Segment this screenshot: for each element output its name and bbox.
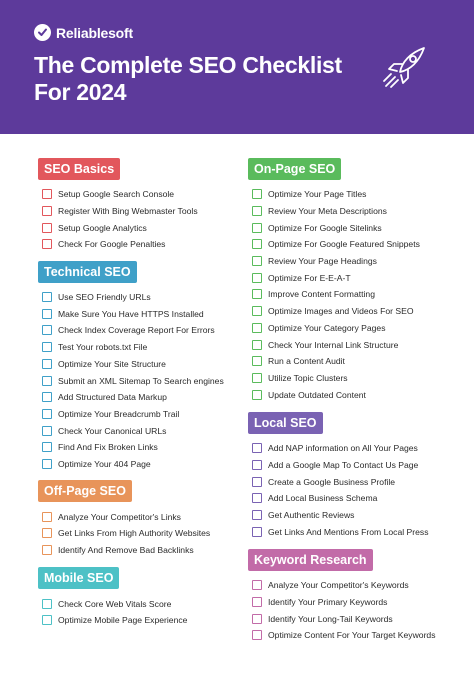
checklist-on-page-seo (248, 186, 468, 403)
checklist-item-label: Get Authentic Reviews (268, 510, 355, 521)
section-off-page-seo (38, 480, 238, 558)
checklist-item-label: Setup Google Analytics (58, 222, 147, 233)
checklist-item-label: Register With Bing Webmaster Tools (58, 206, 198, 217)
checkbox[interactable] (42, 545, 52, 555)
section-mobile-seo (38, 567, 238, 628)
checklist-item-label: Utilize Topic Clusters (268, 372, 348, 383)
checklist-item[interactable] (38, 542, 238, 559)
section-keyword-research (248, 549, 468, 644)
checkbox[interactable] (252, 273, 262, 283)
checklist-item[interactable] (248, 523, 468, 540)
checklist-item[interactable] (38, 456, 238, 473)
checklist-item[interactable] (248, 577, 468, 594)
checklist-item[interactable] (38, 339, 238, 356)
checklist-item[interactable] (38, 612, 238, 629)
checkbox[interactable] (42, 528, 52, 538)
checklist-item-label: Optimize Mobile Page Experience (58, 615, 188, 626)
brand (34, 24, 133, 41)
checklist-item-label: Test Your robots.txt File (58, 342, 148, 353)
checklist-item[interactable] (248, 440, 468, 457)
checklist-item-label: Create a Google Business Profile (268, 476, 396, 487)
checklist-item-label: Check Your Internal Link Structure (268, 339, 399, 350)
section-technical-seo (38, 261, 238, 473)
checklist-item[interactable] (248, 253, 468, 270)
brand-name: Reliablesoft (56, 24, 133, 41)
checklist-item[interactable] (248, 594, 468, 611)
section-title-local-seo: Local SEO (248, 412, 323, 434)
section-title-on-page-seo: On-Page SEO (248, 158, 341, 180)
rocket-icon (380, 44, 428, 92)
checklist-item-label: Add NAP information on All Your Pages (268, 443, 418, 454)
checkbox[interactable] (252, 614, 262, 624)
checklist-item-label: Update Outdated Content (268, 389, 366, 400)
checklist-item-label: Optimize Your Breadcrumb Trail (58, 408, 180, 419)
checklist-item[interactable] (248, 353, 468, 370)
checklist-item-label: Add a Google Map To Contact Us Page (268, 459, 419, 470)
checklist-item[interactable] (38, 525, 238, 542)
section-seo-basics (38, 158, 238, 253)
checklist-item-label: Optimize Images and Videos For SEO (268, 306, 414, 317)
checkbox[interactable] (42, 426, 52, 436)
checkbox[interactable] (252, 340, 262, 350)
section-title-technical-seo: Technical SEO (38, 261, 137, 283)
checklist-item[interactable] (38, 289, 238, 306)
checklist-item-label: Check Core Web Vitals Score (58, 598, 172, 609)
checklist-item-label: Optimize Your 404 Page (58, 458, 151, 469)
checkbox[interactable] (252, 580, 262, 590)
checklist-item[interactable] (38, 439, 238, 456)
section-title-off-page-seo: Off-Page SEO (38, 480, 132, 502)
checklist-item[interactable] (248, 336, 468, 353)
checkbox[interactable] (42, 223, 52, 233)
checkbox[interactable] (252, 493, 262, 503)
checkbox[interactable] (252, 239, 262, 249)
checklist-item[interactable] (248, 186, 468, 203)
checkbox[interactable] (252, 527, 262, 537)
section-title-keyword-research: Keyword Research (248, 549, 373, 571)
checkbox[interactable] (42, 599, 52, 609)
checklist-item[interactable] (38, 305, 238, 322)
checkbox[interactable] (42, 392, 52, 402)
checklist-keyword-research (248, 577, 468, 644)
checklist-item-label: Identify Your Long-Tail Keywords (268, 613, 393, 624)
checkbox[interactable] (42, 309, 52, 319)
checklist-item[interactable] (248, 320, 468, 337)
checklist-seo-basics (38, 186, 238, 253)
checklist-item-label: Optimize Content For Your Target Keywords (268, 630, 436, 641)
section-title-mobile-seo: Mobile SEO (38, 567, 119, 589)
checklist-item-label: Use SEO Friendly URLs (58, 292, 151, 303)
checkbox[interactable] (42, 189, 52, 199)
checklist-item[interactable] (248, 507, 468, 524)
checklist-item-label: Identify And Remove Bad Backlinks (58, 545, 194, 556)
checklist-item[interactable] (248, 219, 468, 236)
checkbox[interactable] (252, 630, 262, 640)
checklist-item-label: Find And Fix Broken Links (58, 442, 158, 453)
checklist-item-label: Review Your Page Headings (268, 256, 377, 267)
checklist-item-label: Optimize For E-E-A-T (268, 272, 351, 283)
checklist-item-label: Optimize For Google Sitelinks (268, 222, 382, 233)
checklist-item[interactable] (248, 386, 468, 403)
left-column (38, 158, 238, 629)
page-title (34, 52, 374, 106)
checklist-item-label: Get Links From High Authority Websites (58, 528, 211, 539)
checkbox[interactable] (42, 442, 52, 452)
checkbox[interactable] (252, 460, 262, 470)
checkbox[interactable] (252, 256, 262, 266)
checklist-item[interactable] (38, 322, 238, 339)
brand-logo-icon (34, 24, 51, 41)
checkbox[interactable] (252, 477, 262, 487)
checklist-item-label: Make Sure You Have HTTPS Installed (58, 308, 204, 319)
checklist-item[interactable] (248, 627, 468, 644)
section-on-page-seo (248, 158, 468, 403)
checkbox[interactable] (42, 615, 52, 625)
checklist-item-label: Check For Google Penalties (58, 239, 166, 250)
checkbox[interactable] (252, 289, 262, 299)
checklist-item-label: Check Index Coverage Report For Errors (58, 325, 215, 336)
checklist-mobile-seo (38, 595, 238, 628)
checkbox[interactable] (42, 239, 52, 249)
checkbox[interactable] (42, 359, 52, 369)
page-title-line-2: For 2024 (34, 79, 127, 105)
checkbox[interactable] (252, 597, 262, 607)
checklist-item[interactable] (38, 236, 238, 253)
checkbox[interactable] (42, 292, 52, 302)
checklist-item[interactable] (248, 236, 468, 253)
checkbox[interactable] (42, 376, 52, 386)
checklist-item[interactable] (248, 286, 468, 303)
checklist-item-label: Get Links And Mentions From Local Press (268, 526, 429, 537)
checklist-item[interactable] (38, 406, 238, 423)
checklist-item[interactable] (38, 356, 238, 373)
checkbox[interactable] (42, 512, 52, 522)
checklist-item[interactable] (38, 219, 238, 236)
checklist-off-page-seo (38, 508, 238, 558)
checklist-item[interactable] (248, 457, 468, 474)
checkbox[interactable] (252, 223, 262, 233)
checklist-item-label: Identify Your Primary Keywords (268, 597, 388, 608)
checklist-item[interactable] (248, 490, 468, 507)
checklist-item-label: Analyze Your Competitor's Keywords (268, 580, 409, 591)
checkbox[interactable] (252, 390, 262, 400)
checkbox[interactable] (252, 443, 262, 453)
checklist-item-label: Improve Content Formatting (268, 289, 375, 300)
checklist-item[interactable] (38, 186, 238, 203)
checkbox[interactable] (252, 510, 262, 520)
checkbox[interactable] (42, 325, 52, 335)
checklist-item[interactable] (248, 610, 468, 627)
checklist-item[interactable] (38, 389, 238, 406)
right-column (248, 158, 468, 644)
checklist-item-label: Optimize Your Site Structure (58, 358, 166, 369)
checklist-item[interactable] (248, 203, 468, 220)
checkbox[interactable] (252, 323, 262, 333)
checklist-item[interactable] (38, 595, 238, 612)
checkbox[interactable] (42, 342, 52, 352)
checkbox[interactable] (252, 356, 262, 366)
checklist-item[interactable] (38, 372, 238, 389)
section-title-seo-basics: SEO Basics (38, 158, 120, 180)
checkbox[interactable] (42, 459, 52, 469)
checklist-local-seo (248, 440, 468, 540)
checkbox[interactable] (252, 306, 262, 316)
checklist-item-label: Check Your Canonical URLs (58, 425, 167, 436)
checklist-item-label: Add Structured Data Markup (58, 392, 167, 403)
checklist-item-label: Setup Google Search Console (58, 189, 175, 200)
checklist-item-label: Add Local Business Schema (268, 493, 378, 504)
checklist-item-label: Optimize Your Category Pages (268, 322, 386, 333)
checklist-item-label: Run a Content Audit (268, 356, 345, 367)
checklist-item-label: Optimize Your Page Titles (268, 189, 367, 200)
checklist-item[interactable] (248, 269, 468, 286)
checkbox[interactable] (42, 409, 52, 419)
checkbox[interactable] (252, 189, 262, 199)
checklist-item-label: Review Your Meta Descriptions (268, 206, 387, 217)
checklist-item-label: Submit an XML Sitemap To Search engines (58, 375, 224, 386)
page-title-line-1: The Complete SEO Checklist (34, 52, 342, 78)
section-local-seo (248, 412, 468, 540)
checklist-item[interactable] (248, 303, 468, 320)
checklist-item[interactable] (38, 203, 238, 220)
checklist-item[interactable] (248, 370, 468, 387)
checklist-item[interactable] (248, 473, 468, 490)
checkbox[interactable] (42, 206, 52, 216)
checklist-item-label: Optimize For Google Featured Snippets (268, 239, 420, 250)
checkbox[interactable] (252, 206, 262, 216)
checklist-item[interactable] (38, 508, 238, 525)
checkbox[interactable] (252, 373, 262, 383)
checklist-technical-seo (38, 289, 238, 473)
checklist-item-label: Analyze Your Competitor's Links (58, 511, 181, 522)
checklist-item[interactable] (38, 422, 238, 439)
header-banner (0, 0, 474, 134)
